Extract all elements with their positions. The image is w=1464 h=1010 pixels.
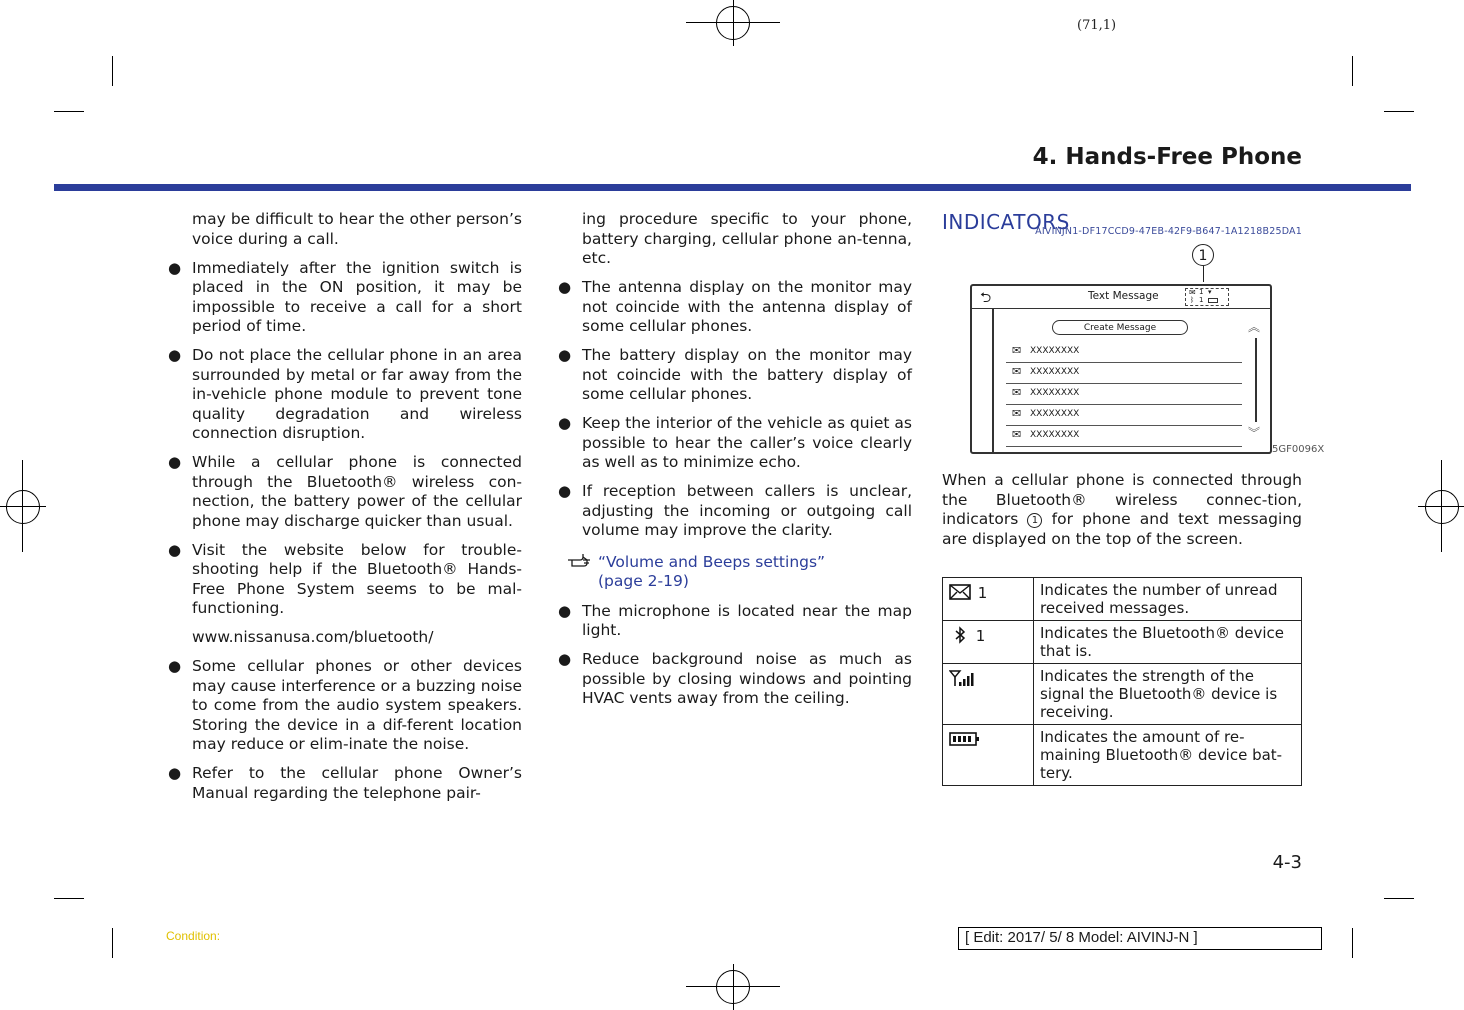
column-left [166, 210, 522, 813]
list-item[interactable]: ✉ XXXXXXXX [1006, 426, 1242, 447]
list-item: ● Immediately after the ignition switch is placed in the ON position, it may be impossible to receive a call for a short period of time. [168, 258, 522, 335]
screen-header [972, 286, 1270, 309]
table-row [943, 664, 1302, 725]
screen-frame [970, 284, 1272, 454]
envelope-indicator: 1 [943, 578, 1034, 621]
table-row [943, 578, 1302, 621]
list-item[interactable]: ✉ XXXXXXXX [1006, 384, 1242, 405]
pointing-hand-icon [566, 550, 592, 572]
list-item[interactable]: ✉ XXXXXXXX [1006, 363, 1242, 384]
back-icon[interactable]: ⮌ [980, 290, 992, 306]
header-rule [54, 184, 1411, 191]
website-url[interactable]: www.nissanusa.com/bluetooth/ [192, 628, 434, 646]
list-item: ● Refer to the cellular phone Owner’s Manual regarding the telephone pair- [168, 764, 522, 802]
signal-icon [949, 669, 977, 687]
scroll-up-icon[interactable]: ︽ [1248, 320, 1261, 334]
list-item: ● Reduce background noise as much as possible by closing windows and pointing HVAC vents away from the ceiling. [558, 650, 912, 707]
paragraph: When a cellular phone is connected through the Bluetooth® wireless connec-tion, indicators 1 for phone and text messaging are displayed on the top of the screen. [942, 471, 1302, 548]
screen-title: Text Message [1088, 290, 1159, 302]
list-item[interactable]: ✉ XXXXXXXX [1006, 405, 1242, 426]
figure-screen [966, 244, 1276, 456]
table-cell: Indicates the amount of re-maining Bluetooth® device bat-tery. [1034, 725, 1302, 786]
paragraph: may be difficult to hear the other person’s voice during a call. [192, 210, 522, 248]
list-item: ● Keep the interior of the vehicle as quiet as possible to hear the caller’s voice clearly as well as to minimize echo. [558, 414, 912, 471]
indicator-table [942, 577, 1302, 786]
battery-indicator [943, 725, 1034, 786]
column-right [942, 471, 1302, 549]
table-cell: Indicates the number of unread received messages. [1034, 578, 1302, 621]
chapter-title: 4. Hands-Free Phone [1032, 144, 1302, 170]
reference-link-title[interactable]: “Volume and Beeps settings” [598, 552, 826, 571]
page-number: 4-3 [1272, 852, 1302, 873]
page-tag: (71,1) [1077, 18, 1117, 33]
scroll-down-icon[interactable]: ︾ [1248, 426, 1261, 440]
list-item: ● Do not place the cellular phone in an area surrounded by metal or far away from the in-vehicle phone module to prevent tone quality degradation and wireless connection disruption. [168, 346, 522, 442]
cross-reference[interactable] [556, 553, 912, 592]
table-cell: Indicates the strength of the signal the Bluetooth® device is receiving. [1034, 664, 1302, 725]
list-item: ● Some cellular phones or other devices may cause interference or a buzzing noise to come from the audio system speakers. Storing the device in a dif-ferent location may reduce or elim-inate the noise. [168, 657, 522, 753]
battery-icon [949, 730, 981, 748]
condition-label: Condition: [166, 929, 221, 943]
create-message-button[interactable]: Create Message [1052, 320, 1188, 335]
table-cell: Indicates the Bluetooth® device that is. [1034, 621, 1302, 664]
envelope-icon [949, 583, 973, 601]
table-row [943, 725, 1302, 786]
list-item: ● Visit the website below for trouble-shooting help if the Bluetooth® Hands-Free Phone System seems to be mal-functioning. [168, 540, 522, 617]
edit-info-box: [ Edit: 2017/ 5/ 8 Model: AIVINJ-N ] [958, 927, 1322, 950]
callout-ref: 1 [1027, 513, 1042, 528]
status-indicators: ✉ 1 ▾ ᛒ 1 [1185, 288, 1229, 306]
table-row [943, 621, 1302, 664]
list-item: ● The battery display on the monitor may not coincide with the battery display of some cellular phones. [558, 346, 912, 403]
list-item: ● If reception between callers is unclear, adjusting the incoming or outgoing call volume may improve the clarity. [558, 482, 912, 539]
list-item: ● While a cellular phone is connected through the Bluetooth® wireless con-nection, the battery power of the cellular phone may discharge quicker than usual. [168, 453, 522, 530]
signal-indicator [943, 664, 1034, 725]
message-list [1006, 342, 1242, 447]
section-title: INDICATORS [942, 210, 1070, 234]
bluetooth-icon [953, 626, 967, 644]
paragraph: ing procedure specific to your phone, battery charging, cellular phone an-tenna, etc. [582, 210, 912, 267]
list-item: ● The microphone is located near the map light. [558, 601, 912, 639]
bluetooth-indicator: 1 [943, 621, 1034, 664]
section-id: AIVINJN1-DF17CCD9-47EB-42F9-B647-1A1218B25DA1 [1035, 226, 1302, 237]
list-item[interactable]: ✉ XXXXXXXX [1006, 342, 1242, 363]
column-middle [556, 210, 912, 718]
figure-code: 5GF0096X [1272, 444, 1325, 455]
list-item: ● The antenna display on the monitor may not coincide with the antenna display of some cellular phones. [558, 278, 912, 335]
callout-marker: 1 [1192, 244, 1214, 266]
reference-link-page[interactable]: (page 2-19) [598, 572, 689, 590]
scrollbar[interactable] [1255, 338, 1257, 422]
